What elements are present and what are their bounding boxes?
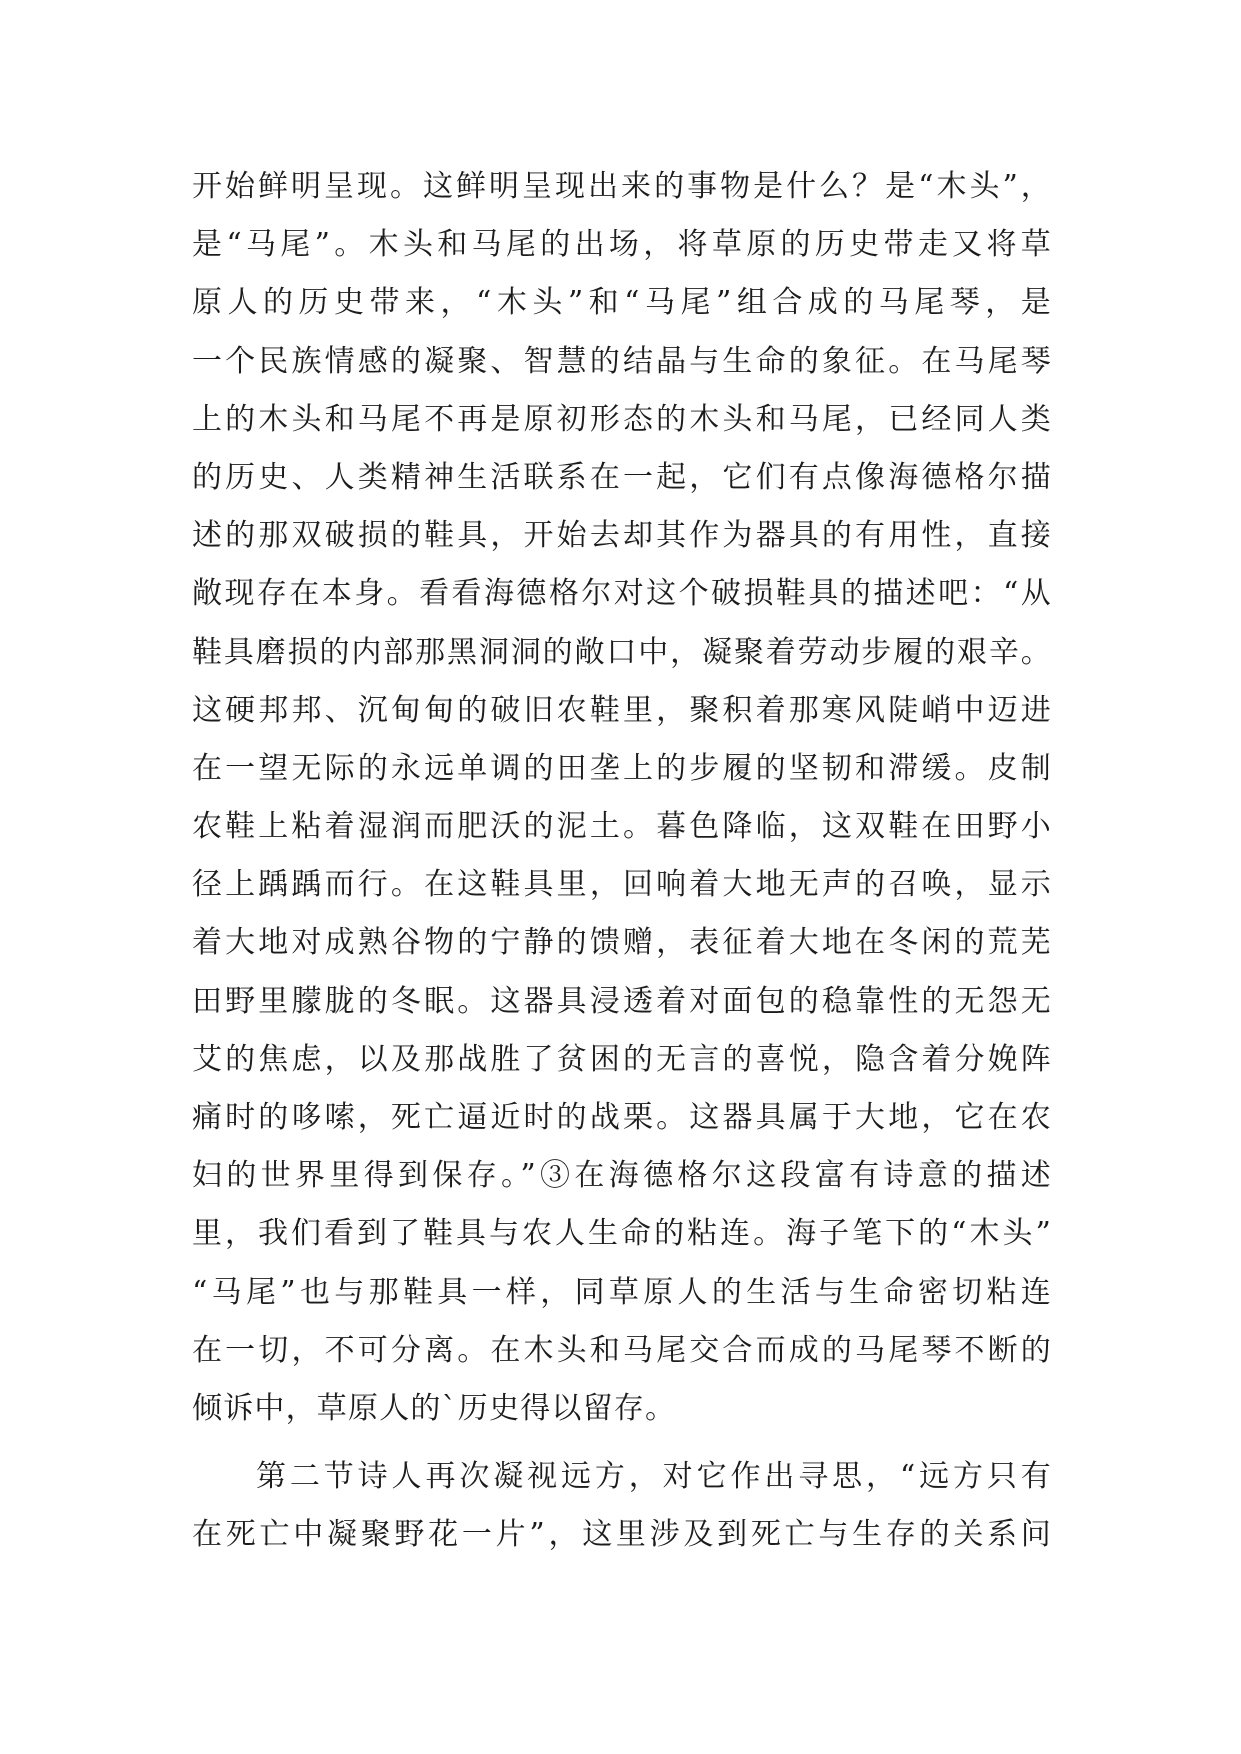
text-line: 鞋具磨损的内部那黑洞洞的敞口中，凝聚着劳动步履的艰辛。 — [192, 634, 1052, 670]
text-line: 原人的历史带来，“木头”和“马尾”组合成的马尾琴，是 — [192, 285, 1052, 321]
text-line: 这硬邦邦、沉甸甸的破旧农鞋里，聚积着那寒风陡峭中迈进 — [192, 692, 1052, 728]
text-line: 艾的焦虑，以及那战胜了贫困的无言的喜悦，隐含着分娩阵 — [192, 1041, 1052, 1077]
text-line: 里，我们看到了鞋具与农人生命的粘连。海子笔下的“木头” — [192, 1216, 1052, 1252]
text-line: 是“马尾”。木头和马尾的出场，将草原的历史带走又将草 — [192, 227, 1052, 263]
text-line: “马尾”也与那鞋具一样，同草原人的生活与生命密切粘连 — [192, 1274, 1052, 1310]
text-line: 上的木头和马尾不再是原初形态的木头和马尾，已经同人类 — [192, 401, 1052, 437]
text-line: 妇的世界里得到保存。”③在海德格尔这段富有诗意的描述 — [192, 1158, 1052, 1194]
text-line: 径上踽踽而行。在这鞋具里，回响着大地无声的召唤，显示 — [192, 867, 1052, 903]
text-line: 在一切，不可分离。在木头和马尾交合而成的马尾琴不断的 — [192, 1332, 1052, 1368]
paragraph-gap — [192, 1438, 1052, 1448]
text-line: 田野里朦胧的冬眠。这器具浸透着对面包的稳靠性的无怨无 — [192, 983, 1052, 1019]
document-page — [192, 158, 1052, 1565]
text-line: 在死亡中凝聚野花一片”，这里涉及到死亡与生存的关系问 — [192, 1517, 1052, 1553]
paragraph-1 — [192, 158, 1052, 1438]
text-line: 着大地对成熟谷物的宁静的馈赠，表征着大地在冬闲的荒芜 — [192, 925, 1052, 961]
text-line: 一个民族情感的凝聚、智慧的结晶与生命的象征。在马尾琴 — [192, 343, 1052, 379]
paragraph-2 — [192, 1448, 1052, 1564]
text-line: 倾诉中，草原人的`历史得以留存。 — [192, 1390, 677, 1426]
text-line: 痛时的哆嗦，死亡逼近时的战栗。这器具属于大地，它在农 — [192, 1100, 1052, 1135]
text-line: 在一望无际的永远单调的田垄上的步履的坚韧和滞缓。皮制 — [192, 750, 1052, 786]
text-line: 的历史、人类精神生活联系在一起，它们有点像海德格尔描 — [192, 459, 1052, 495]
text-line: 开始鲜明呈现。这鲜明呈现出来的事物是什么？是“木头”， — [192, 169, 1052, 204]
text-line: 第二节诗人再次凝视远方，对它作出寻思，“远方只有 — [256, 1459, 1052, 1495]
text-line: 述的那双破损的鞋具，开始去却其作为器具的有用性，直接 — [192, 518, 1052, 554]
text-line: 敞现存在本身。看看海德格尔对这个破损鞋具的描述吧：“从 — [192, 576, 1052, 612]
text-line: 农鞋上粘着湿润而肥沃的泥土。暮色降临，这双鞋在田野小 — [192, 809, 1052, 845]
